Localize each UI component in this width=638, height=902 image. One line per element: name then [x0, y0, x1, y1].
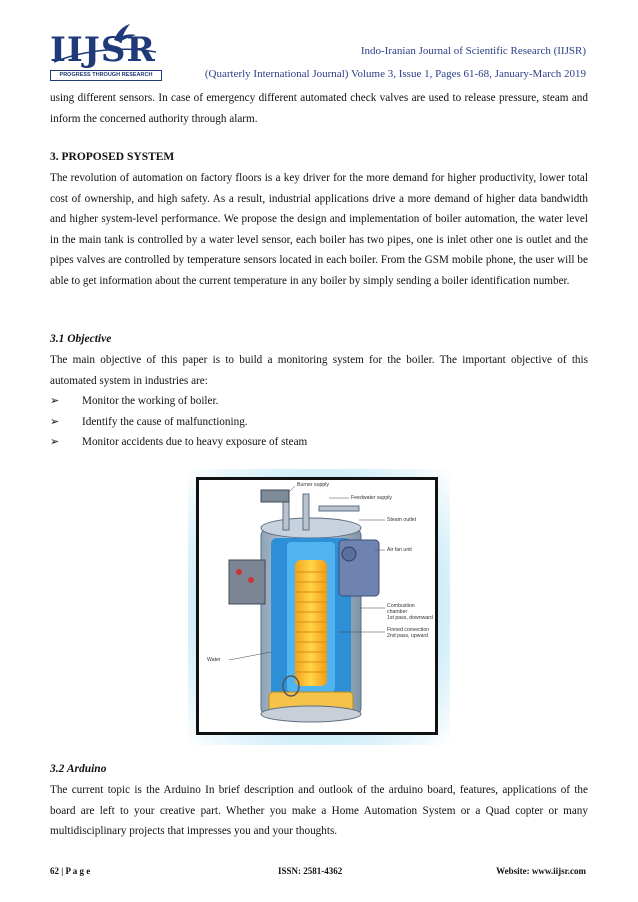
arrow-bullet-icon: ➢ [50, 435, 60, 448]
arduino-paragraph: The current topic is the Arduino In brief description and outlook of the arduino board, features, applications of the board are left to your creative part. Whether you make a Home Automation System or a Quad copter or many multidisciplinary projects that impresses you and your thoughts. [50, 784, 588, 837]
label-water: Water [207, 657, 221, 663]
figure-glow [188, 469, 450, 745]
list-item: ➢ Monitor the working of boiler. [50, 391, 588, 412]
page-number: 62 | P a g e [50, 866, 91, 876]
section-heading-proposed-system: 3. PROPOSED SYSTEM [50, 151, 175, 163]
journal-name: Indo-Iranian Journal of Scientific Research (IIJSR) [360, 45, 586, 57]
journal-logo [44, 22, 164, 80]
label-feedwater-supply: Feedwater supply [351, 495, 392, 501]
website: Website: www.iijsr.com [496, 866, 586, 876]
intro-paragraph: using different sensors. In case of emergency different automated check valves are used to release pressure, steam and inform the concerned authority through alarm. [50, 92, 588, 125]
logo-tagline: PROGRESS THROUGH RESEARCH [50, 70, 162, 81]
arrow-bullet-icon: ➢ [50, 414, 60, 428]
logo-text: IIJSR [50, 30, 156, 70]
label-air-fan-unit: Air fan unit [387, 547, 412, 553]
section-heading-arduino: 3.2 Arduino [50, 763, 107, 775]
section-heading-objective: 3.1 Objective [50, 333, 112, 345]
arrow-bullet-icon: ➢ [50, 394, 60, 407]
label-burner-supply: Burner supply [297, 482, 330, 488]
list-item: ➢ Monitor accidents due to heavy exposure of steam [50, 432, 588, 453]
label-finned-convection: Finned convection 2nd pass, upward [387, 627, 430, 639]
boiler-diagram [196, 477, 438, 735]
proposed-system-paragraph: The revolution of automation on factory floors is a key driver for the more demand for higher productivity, lower total cost of ownership, and high safety. As a result, industrial applications drive a more demand of higher data bandwidth and higher system-level performance. We propose the design and implementation of boiler automation, the water level in the main tank is controlled by a water level sensor, each boiler has two pipes, one is inlet other one is outlet and the pipes valves are controlled by temperature sensors located in each boiler. From the GSM mobile phone, the user will be able to get information about the current temperature in any boiler by simply sending a boiler identification number. [50, 172, 588, 287]
label-steam-outlet: Steam outlet [387, 517, 417, 523]
journal-info [205, 40, 586, 86]
objective-list [50, 391, 588, 453]
issn: ISSN: 2581-4362 [278, 866, 343, 876]
journal-issue: (Quarterly International Journal) Volume 3, Issue 1, Pages 61-68, January-March 2019 [204, 68, 586, 80]
list-item: ➢ Identify the cause of malfunctioning. [50, 412, 588, 433]
objective-paragraph: The main objective of this paper is to build a monitoring system for the boiler. The important objective of this automated system in industries are: [50, 354, 588, 387]
label-combustion-chamber: Combustion chamber 1st pass, downward [387, 603, 433, 621]
